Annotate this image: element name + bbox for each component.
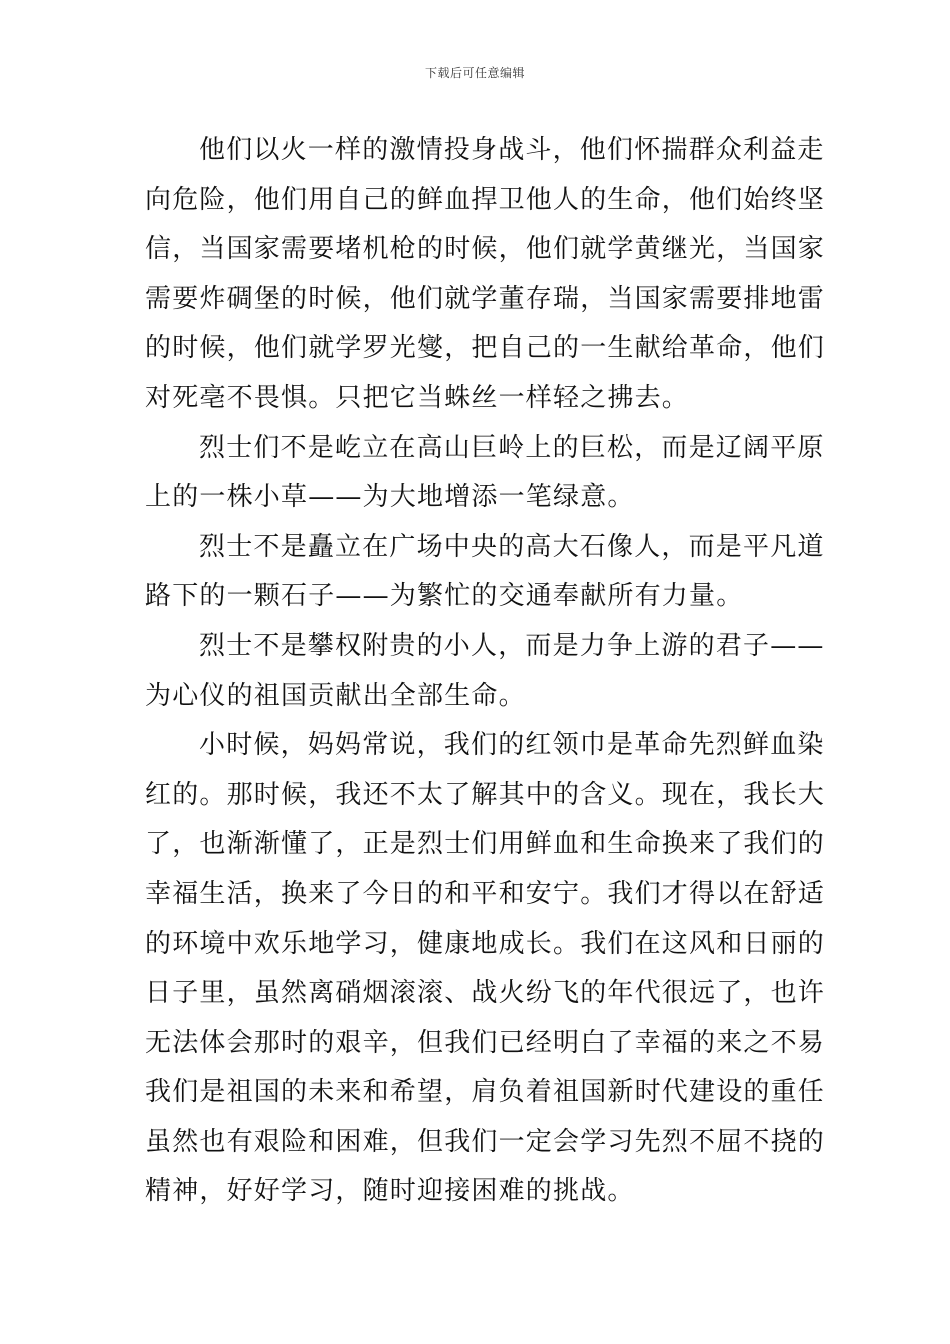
text-line: 无法体会那时的艰辛，但我们已经明白了幸福的来之不易 [145, 1027, 826, 1058]
text-line: 烈士不是矗立在广场中央的高大石像人，而是平凡道 [199, 531, 825, 562]
text-line: 烈士不是攀权附贵的小人，而是力争上游的君子—— [199, 630, 825, 661]
text-line: 上的一株小草——为大地增添一笔绿意。 [145, 482, 635, 513]
text-line: 对死亳不畏惧。只把它当蛛丝一样轻之拂去。 [145, 382, 690, 413]
text-line: 的时候，他们就学罗光燮，把自己的一生献给革命，他们 [145, 333, 826, 364]
body-text [145, 126, 826, 1217]
text-line: 路下的一颗石子——为繁忙的交通奉献所有力量。 [145, 581, 744, 612]
text-line: 为心仪的祖国贡献出全部生命。 [145, 680, 526, 711]
text-line: 烈士们不是屹立在高山巨岭上的巨松，而是辽阔平原 [199, 432, 825, 463]
text-line: 向危险，他们用自己的鲜血捍卫他人的生命，他们始终坚 [145, 184, 826, 215]
text-line: 红的。那时候，我还不太了解其中的含义。现在，我长大 [145, 779, 826, 810]
text-line: 了，也渐渐懂了，正是烈士们用鲜血和生命换来了我们的 [145, 829, 826, 860]
text-line: 精神，好好学习，随时迎接困难的挑战。 [145, 1176, 635, 1207]
text-line: 信，当国家需要堵机枪的时候，他们就学黄继光，当国家 [145, 234, 826, 265]
text-line: 的环境中欢乐地学习，健康地成长。我们在这风和日丽的 [145, 928, 826, 959]
header-note: 下载后可任意编辑 [424, 66, 525, 80]
text-line: 日子里，虽然离硝烟滚滚、战火纷飞的年代很远了，也许 [145, 978, 826, 1009]
text-line: 幸福生活，换来了今日的和平和安宁。我们才得以在舒适 [145, 878, 826, 909]
text-line: 需要炸碉堡的时候，他们就学董存瑞，当国家需要排地雷 [145, 283, 826, 314]
text-line: 虽然也有艰险和困难，但我们一定会学习先烈不屈不挠的 [145, 1126, 826, 1157]
text-line: 我们是祖国的未来和希望，肩负着祖国新时代建设的重任 [145, 1077, 826, 1108]
text-line: 他们以火一样的激情投身战斗，他们怀揣群众利益走 [199, 135, 825, 165]
text-line: 小时候，妈妈常说，我们的红领巾是革命先烈鲜血染 [199, 730, 825, 761]
